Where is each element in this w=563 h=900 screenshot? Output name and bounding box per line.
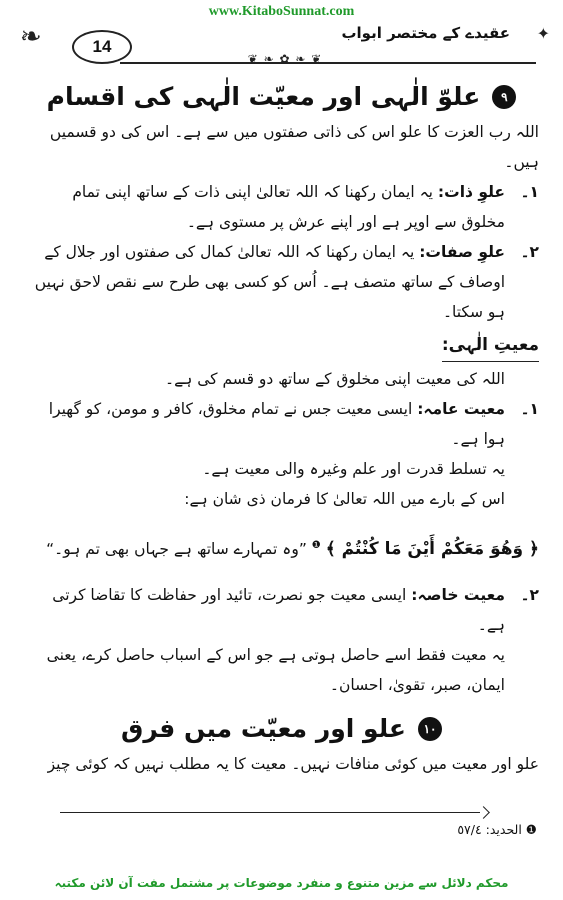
- quran-verse: [24, 530, 539, 565]
- page-header: [20, 22, 550, 72]
- item-text: یہ ایمان رکھنا کہ اللہ تعالیٰ کمال کی صفتوں اور جلال کے اوصاف کے ساتھ متصف ہے۔ اُس کو کسی بھی طرح سے نقص لاحق نہیں ہو سکتا۔: [34, 243, 505, 321]
- section-heading-9: [24, 82, 539, 111]
- item-term: معیت عامہ:: [417, 400, 505, 418]
- item-number: ۲۔: [520, 243, 539, 261]
- quran-arabic: ﴿ وَهُوَ مَعَكُمْ أَيْنَ مَا كُنْتُمْ ﴾: [325, 538, 539, 559]
- list-item: [24, 177, 539, 237]
- corner-ornament-right-icon: ✦: [536, 24, 550, 43]
- list-item: [24, 237, 539, 327]
- subheading-maiyat: معیتِ الٰہی:: [442, 329, 539, 362]
- section-title: علو اور معیّت میں فرق: [121, 714, 406, 744]
- item-number: ۱۔: [520, 400, 539, 418]
- header-rule: [120, 62, 536, 64]
- section-title: علوّ الٰہی اور معیّت الٰہی کی اقسام: [46, 82, 481, 111]
- item-extra: یہ معیت فقط اسے حاصل ہوتی ہے جو اس کے اسباب حاصل کرے، یعنی ایمان، صبر، تقویٰ، احسان۔: [46, 646, 505, 695]
- maiyat-intro: اللہ کی معیت اپنی مخلوق کے ساتھ دو قسم کی ہے۔: [165, 370, 505, 388]
- item-term: علوِ ذات:: [437, 183, 505, 201]
- intro-paragraph: اللہ رب العزت کا علو اس کی ذاتی صفتوں میں سے ہے۔ اس کی دو قسمیں ہیں۔: [49, 123, 539, 171]
- section2-paragraph: علو اور معیت میں کوئی منافات نہیں۔ معیت کا یہ مطلب نہیں کہ کوئی چیز: [47, 755, 539, 774]
- item-number: ۱۔: [520, 183, 539, 201]
- section-number-badge: ١٠: [418, 717, 442, 741]
- item-text: ایسی معیت جو نصرت، تائید اور حفاظت کا تقاضا کرتی ہے۔: [52, 586, 505, 635]
- section-heading-10: [24, 714, 539, 743]
- footnote-marker[interactable]: ❶: [311, 539, 321, 551]
- item-extra: یہ تسلط قدرت اور علم وغیرہ والی معیت ہے۔: [202, 460, 505, 478]
- item-number: ۲۔: [520, 586, 539, 605]
- footer-promo[interactable]: محکم دلائل سے مزین متنوع و منفرد موضوعات پر مشتمل مفت آن لائن مکتبہ: [54, 876, 509, 890]
- site-url[interactable]: www.KitaboSunnat.com: [208, 4, 355, 19]
- item-term: معیت خاصہ:: [411, 586, 505, 605]
- header-ornament: ❦ ❧ ✿ ❧ ❦: [247, 52, 323, 66]
- item-term: علوِ صفات:: [419, 243, 505, 261]
- section-number-badge: ٩: [492, 85, 516, 109]
- page-number: 14: [72, 30, 132, 64]
- corner-ornament-icon: ❧: [20, 22, 42, 52]
- footnote-divider: [60, 812, 480, 813]
- chapter-title: عقیدے کے مختصر ابواب: [341, 24, 510, 42]
- footnote: ❶ الحدید: ٥٧/٤: [457, 822, 537, 837]
- item-text: یہ ایمان رکھنا کہ اللہ تعالیٰ اپنی ذات کے ساتھ اپنی تمام مخلوق سے اوپر ہے اور اپنے عرش پر مستوی ہے۔: [72, 183, 505, 231]
- list-item: [24, 394, 539, 454]
- saying-intro: اس کے بارے میں اللہ تعالیٰ کا فرمان ذی شان ہے:: [184, 490, 505, 508]
- list-item: [24, 580, 539, 640]
- item-text: ایسی معیت جس نے تمام مخلوق، کافر و مومن، کو گھیرا ہوا ہے۔: [48, 400, 505, 448]
- quran-translation: ”وہ تمہارے ساتھ ہے جہاں بھی تم ہو۔“: [46, 539, 307, 558]
- page-content: [24, 78, 539, 779]
